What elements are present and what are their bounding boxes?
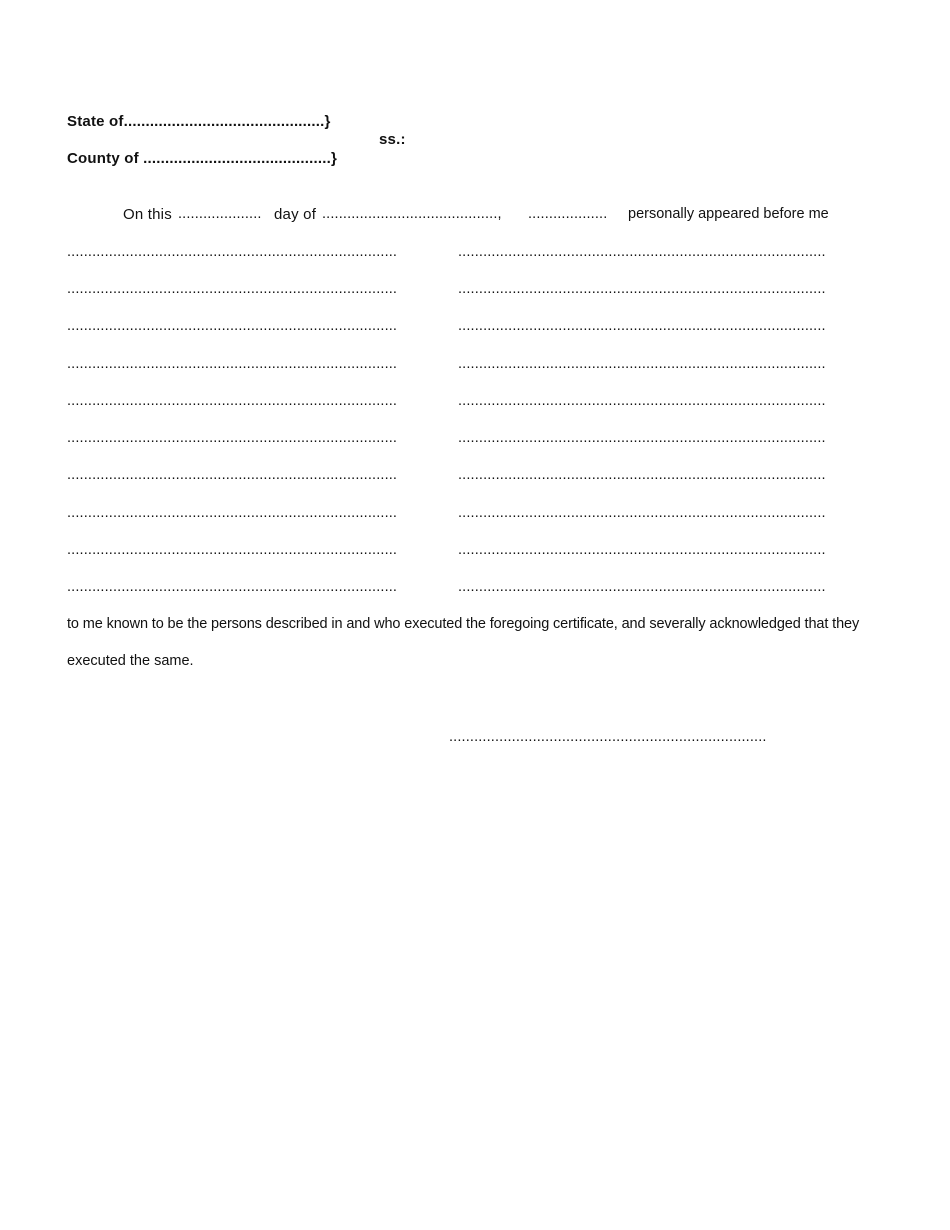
name-line-right[interactable]: ........................................................................................ — [458, 318, 826, 334]
state-of-line[interactable] — [67, 113, 331, 130]
name-line-right[interactable]: ........................................................................................ — [458, 542, 826, 558]
acknowledgment-text-line-2: executed the same. — [67, 653, 194, 669]
name-line-right[interactable]: ........................................................................................ — [458, 244, 826, 260]
name-line-left[interactable]: ............................................................................... — [67, 430, 398, 446]
name-line-left[interactable]: ............................................................................... — [67, 244, 398, 260]
name-line-right[interactable]: ........................................................................................ — [458, 356, 826, 372]
signature-line[interactable]: ............................................................................ — [449, 729, 767, 745]
name-line-right[interactable]: ........................................................................................ — [458, 467, 826, 483]
name-line-left[interactable]: ............................................................................... — [67, 281, 398, 297]
name-line-left[interactable]: ............................................................................... — [67, 505, 398, 521]
on-this-label: On this — [123, 206, 172, 223]
name-line-left[interactable]: ............................................................................... — [67, 356, 398, 372]
county-of-line[interactable] — [67, 150, 337, 167]
county-blank[interactable]: ........................................... — [143, 150, 331, 167]
appeared-before-me-label: personally appeared before me — [628, 206, 829, 222]
name-line-left[interactable]: ............................................................................... — [67, 579, 398, 595]
county-of-label: County of — [67, 150, 144, 167]
name-line-right[interactable]: ........................................................................................ — [458, 505, 826, 521]
name-line-left[interactable]: ............................................................................... — [67, 467, 398, 483]
name-line-right[interactable]: ........................................................................................ — [458, 281, 826, 297]
year-blank[interactable]: ................... — [528, 206, 608, 222]
state-brace: } — [324, 113, 331, 130]
name-line-left[interactable]: ............................................................................... — [67, 318, 398, 334]
name-line-left[interactable]: ............................................................................... — [67, 542, 398, 558]
name-line-right[interactable]: ........................................................................................ — [458, 430, 826, 446]
name-line-right[interactable]: ........................................................................................ — [458, 393, 826, 409]
day-blank[interactable]: .................... — [178, 206, 262, 222]
county-brace: } — [330, 150, 338, 167]
ss-label: ss.: — [379, 131, 406, 148]
acknowledgment-text-line-1: to me known to be the persons described in and who executed the foregoing certificate, and severally acknowledged that they — [67, 616, 860, 632]
day-of-label: day of — [274, 206, 317, 223]
name-line-right[interactable]: ........................................................................................ — [458, 579, 826, 595]
name-line-left[interactable]: ............................................................................... — [67, 393, 398, 409]
state-blank[interactable]: .............................................. — [123, 113, 325, 130]
state-of-label: State of — [67, 113, 124, 130]
month-blank[interactable]: .........................................., — [322, 206, 502, 222]
